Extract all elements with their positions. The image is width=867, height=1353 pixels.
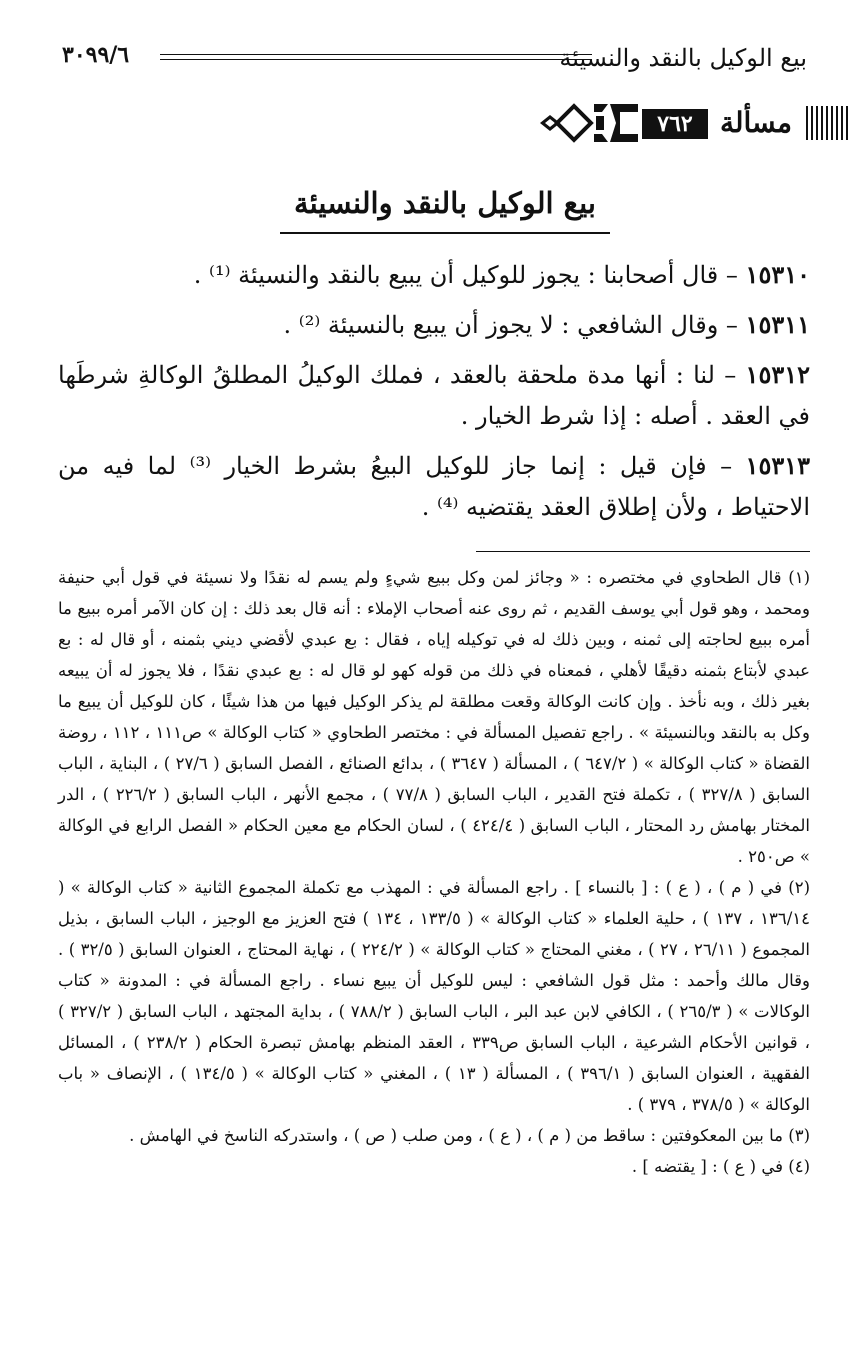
footnote-separator	[476, 551, 810, 552]
issue-banner	[536, 98, 850, 148]
paragraph-number: ١٥٣١٢	[745, 360, 810, 389]
ornament-icon	[536, 98, 640, 148]
section-heading: بيع الوكيل بالنقد والنسيئة	[294, 186, 596, 220]
paragraph-text: – قال أصحابنا : يجوز للوكيل أن يبيع بالنقد والنسيئة ⁽¹⁾ .	[193, 261, 746, 289]
issue-number: ٧٦٢	[642, 109, 708, 139]
footnote: (٣) ما بين المعكوفتين : ساقط من ( م ) ، ( ع ) ، ومن صلب ( ص ) ، واستدركه الناسخ في الهامش .	[129, 1126, 810, 1145]
paragraph	[58, 354, 810, 437]
page-range: ٣٠٩٩/٦	[62, 42, 130, 68]
footnote: (٤) في ( ع ) : [ يقتضه ] .	[631, 1157, 810, 1176]
footnotes	[58, 562, 810, 1182]
paragraph-number: ١٥٣١٣	[745, 451, 810, 480]
paragraph-text: – فإن قيل : إنما جاز للوكيل البيعُ بشرط الخيار ⁽³⁾ لما فيه من الاحتياط ، ولأن إطلاق العقد يقتضيه ⁽⁴⁾ .	[58, 452, 810, 521]
footnote: (٢) في ( م ) ، ( ع ) : [ بالنساء ] . راجع المسألة في : المهذب مع تكملة المجموع الثانية « كتاب الوكالة » ( ١٣٦/١٤ ، ١٣٧ ) ، حلية العلماء « كتاب الوكالة » ( ١٣٣/٥ ، ١٣٤ ) فتح العزيز مع الوجيز ، الباب السابق ، بذيل المجموع ( ٢٦/١١ ، ٢٧ ) ، مغني المحتاج « كتاب الوكالة » ( ٢٢٤/٢ ) ، نهاية المحتاج ، العنوان السابق ( ٣٢/٥ ) . وقال مالك وأحمد : مثل قول الشافعي : ليس للوكيل أن يبيع نساء . راجع المسألة في : المدونة « كتاب الوكالات » ( ٢٦٥/٣ ) ، الكافي لابن عبد البر ، الباب السابق ( ٧٨٨/٢ ) ، بداية المجتهد ، الباب السابق ( ٣٢٧/٢ ) ، قوانين الأحكام الشرعية ، الباب السابق ص٣٣٩ ، العقد المنظم بهامش تبصرة الحكام ( ٢٣٨/٢ ) ، المسائل الفقهية ، العنوان السابق ( ٣٩٦/١ ) ، المسألة ( ١٣ ) ، المغني « كتاب الوكالة » ( ١٣٤/٥ ) ، الإنصاف « باب الوكالة » ( ٣٧٨/٥ ، ٣٧٩ ) .	[58, 878, 811, 1114]
paragraph-text: – لنا : أنها مدة ملحقة بالعقد ، فملك الوكيلُ المطلقُ الوكالةِ شرطَها في العقد . أصله : إذا شرط الخيار .	[58, 361, 810, 430]
stripes-ornament	[806, 106, 850, 140]
paragraph-number: ١٥٣١٠	[745, 260, 810, 289]
heading-rule	[280, 232, 610, 234]
running-title: بيع الوكيل بالنقد والنسيئة	[559, 44, 807, 72]
main-text	[58, 254, 810, 536]
header-rule	[160, 54, 592, 60]
running-header	[62, 40, 807, 80]
paragraph	[58, 304, 810, 346]
footnote: (١) قال الطحاوي في مختصره : « وجائز لمن وكل ببيع شيءٍ ولم يسم له نقدًا ولا نسيئة في قول أبي حنيفة ومحمد ، وهو قول أبي يوسف القديم ، ثم روى عنه أصحاب الإملاء : أنه قال بعد ذلك : إن كان الآمر أمره ببيع ما أمره ببيع لحاجته إلى ثمنه ، وبين ذلك له في توكيله إياه ، فقال : بع عبدي لأقضي ديني بثمنه ، أو قال له : بع عبدي لأبتاع بثمنه دقيقًا لأهلي ، فمعناه في ذلك من قوله كهو لو قال له : بع عبدي نقدًا ، فلا يجوز له أن يبيعه بغير ذلك ، وبه نأخذ . وإن كانت الوكالة وقعت مطلقة لم يذكر الوكيل فيها من هذا شيئًا ، كان للوكيل أن يبيع ما وكل به بالنقد وبالنسيئة » . راجع تفصيل المسألة في : مختصر الطحاوي « كتاب الوكالة » ص١١١ ، ١١٢ ، روضة القضاة « كتاب الوكالة » ( ٦٤٧/٢ ) ، المسألة ( ٣٦٤٧ ) ، بدائع الصنائع ، الفصل السابق ( ٢٧/٦ ) ، البناية ، الباب السابق ( ٣٢٧/٨ ) ، تكملة فتح القدير ، الباب السابق ( ٧٧/٨ ) ، مجمع الأنهر ، الباب السابق ( ٢٢٦/٢ ) ، الدر المختار بهامش رد المحتار ، الباب السابق ( ٤٢٤/٤ ) ، لسان الحكام مع معين الحكام « الفصل الرابع في الوكالة » ص٢٥٠ .	[58, 568, 811, 866]
paragraph-number: ١٥٣١١	[745, 310, 810, 339]
paragraph-text: – وقال الشافعي : لا يجوز أن يبيع بالنسيئة ⁽²⁾ .	[283, 311, 746, 339]
issue-label: مسألة	[719, 106, 792, 139]
paragraph	[58, 254, 810, 296]
paragraph	[58, 445, 810, 528]
